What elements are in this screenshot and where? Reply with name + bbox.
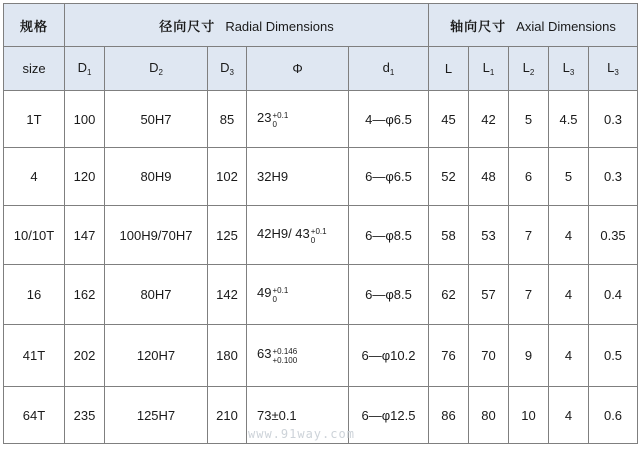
cell-l: 45 bbox=[429, 91, 469, 148]
cell-l2: 9 bbox=[509, 325, 549, 387]
cell-l: 52 bbox=[429, 148, 469, 206]
cell-d1: 147 bbox=[65, 206, 105, 265]
cell-l1: 80 bbox=[469, 387, 509, 444]
col-header-l3b: $L_3$ bbox=[589, 47, 638, 91]
col-header-l2: $L_2$ bbox=[509, 47, 549, 91]
cell-l3: 4 bbox=[549, 387, 589, 444]
table-row bbox=[4, 148, 638, 206]
cell-hole: 6—φ8.5 bbox=[349, 206, 429, 265]
tolerance-upper: +0.1 bbox=[272, 286, 289, 295]
cell-d2: 125H7 bbox=[105, 387, 208, 444]
cell-d1: 162 bbox=[65, 265, 105, 325]
tolerance-upper: +0.146 bbox=[272, 347, 298, 356]
tolerance-lower: +0.100 bbox=[272, 356, 298, 365]
col-header-l1: $L_1$ bbox=[469, 47, 509, 91]
tolerance-lower: 0 bbox=[272, 119, 277, 129]
dimensions-table bbox=[3, 3, 638, 444]
cell-l3b: 0.35 bbox=[589, 206, 638, 265]
cell-d3: 180 bbox=[208, 325, 247, 387]
size-header-en: size bbox=[4, 47, 65, 91]
phi-value: 23 bbox=[257, 109, 272, 125]
cell-d2: 50H7 bbox=[105, 91, 208, 148]
group-header-row bbox=[4, 4, 638, 47]
size-header-cn: 规格 bbox=[4, 4, 65, 47]
watermark: www.91way.com bbox=[248, 427, 355, 441]
col-header-phi: Φ bbox=[247, 47, 349, 91]
phi-tolerance bbox=[272, 286, 288, 304]
col-header-d3: $D_3$ bbox=[208, 47, 247, 91]
cell-phi bbox=[247, 265, 349, 325]
cell-l3: 4 bbox=[549, 265, 589, 325]
cell-d1: 202 bbox=[65, 325, 105, 387]
cell-l2: 10 bbox=[509, 387, 549, 444]
cell-d2: 100H9/70H7 bbox=[105, 206, 208, 265]
table-row bbox=[4, 206, 638, 265]
cell-l2: 5 bbox=[509, 91, 549, 148]
axial-header-cn: 轴向尺寸 bbox=[450, 19, 507, 35]
cell-l1: 42 bbox=[469, 91, 509, 148]
cell-l: 86 bbox=[429, 387, 469, 444]
table-row bbox=[4, 325, 638, 387]
cell-hole: 6—φ12.5 bbox=[349, 387, 429, 444]
cell-l: 76 bbox=[429, 325, 469, 387]
cell-hole: 6—φ10.2 bbox=[349, 325, 429, 387]
cell-d1: 100 bbox=[65, 91, 105, 148]
cell-l3b: 0.4 bbox=[589, 265, 638, 325]
phi-value: 73±0.1 bbox=[257, 407, 297, 423]
cell-l1: 57 bbox=[469, 265, 509, 325]
tolerance-lower: 0 bbox=[272, 295, 277, 304]
cell-l2: 7 bbox=[509, 265, 549, 325]
cell-d3: 142 bbox=[208, 265, 247, 325]
radial-dimensions-header bbox=[65, 4, 429, 47]
cell-l1: 53 bbox=[469, 206, 509, 265]
table-row bbox=[4, 91, 638, 148]
table-body bbox=[4, 91, 638, 444]
cell-phi bbox=[247, 148, 349, 206]
cell-l: 58 bbox=[429, 206, 469, 265]
cell-d2: 120H7 bbox=[105, 325, 208, 387]
radial-header-cn: 径向尺寸 bbox=[159, 19, 216, 35]
cell-l1: 70 bbox=[469, 325, 509, 387]
cell-l3: 4 bbox=[549, 325, 589, 387]
col-header-l: L bbox=[429, 47, 469, 91]
cell-l2: 7 bbox=[509, 206, 549, 265]
col-header-d1: $D_1$ bbox=[65, 47, 105, 91]
phi-tolerance bbox=[311, 227, 327, 245]
tolerance-upper: +0.1 bbox=[272, 110, 289, 120]
cell-l3: 5 bbox=[549, 148, 589, 206]
cell-d3: 85 bbox=[208, 91, 247, 148]
axial-dimensions-header bbox=[429, 4, 638, 47]
cell-phi bbox=[247, 325, 349, 387]
col-header-l3: $L_3$ bbox=[549, 47, 589, 91]
cell-d1: 235 bbox=[65, 387, 105, 444]
cell-l3: 4 bbox=[549, 206, 589, 265]
cell-d1: 120 bbox=[65, 148, 105, 206]
cell-l3b: 0.5 bbox=[589, 325, 638, 387]
radial-header-en: Radial Dimensions bbox=[225, 18, 334, 34]
table-row bbox=[4, 265, 638, 325]
axial-header-en: Axial Dimensions bbox=[516, 18, 616, 34]
phi-tolerance bbox=[272, 111, 288, 129]
cell-phi bbox=[247, 206, 349, 265]
cell-phi bbox=[247, 91, 349, 148]
col-header-hole-d1: $d_1$ bbox=[349, 47, 429, 91]
col-header-d2: $D_2$ bbox=[105, 47, 208, 91]
cell-d2: 80H9 bbox=[105, 148, 208, 206]
phi-tolerance bbox=[272, 347, 297, 365]
cell-size: 1T bbox=[4, 91, 65, 148]
cell-hole: 6—φ6.5 bbox=[349, 148, 429, 206]
phi-value: 49 bbox=[257, 285, 272, 300]
cell-d3: 125 bbox=[208, 206, 247, 265]
cell-size: 4 bbox=[4, 148, 65, 206]
cell-l1: 48 bbox=[469, 148, 509, 206]
cell-size: 16 bbox=[4, 265, 65, 325]
cell-l3: 4.5 bbox=[549, 91, 589, 148]
tolerance-lower: 0 bbox=[310, 235, 316, 245]
cell-l3b: 0.6 bbox=[589, 387, 638, 444]
cell-l3b: 0.3 bbox=[589, 91, 638, 148]
cell-size: 41T bbox=[4, 325, 65, 387]
phi-value: 63 bbox=[257, 346, 272, 361]
phi-value: 42H9/ 43 bbox=[257, 225, 310, 241]
cell-hole: 4—φ6.5 bbox=[349, 91, 429, 148]
cell-size: 64T bbox=[4, 387, 65, 444]
column-header-row bbox=[4, 47, 638, 91]
cell-size: 10/10T bbox=[4, 206, 65, 265]
cell-l: 62 bbox=[429, 265, 469, 325]
cell-hole: 6—φ8.5 bbox=[349, 265, 429, 325]
cell-d3: 210 bbox=[208, 387, 247, 444]
tolerance-upper: +0.1 bbox=[310, 226, 327, 236]
cell-d3: 102 bbox=[208, 148, 247, 206]
cell-l2: 6 bbox=[509, 148, 549, 206]
phi-value: 32H9 bbox=[257, 169, 289, 184]
cell-d2: 80H7 bbox=[105, 265, 208, 325]
cell-l3b: 0.3 bbox=[589, 148, 638, 206]
